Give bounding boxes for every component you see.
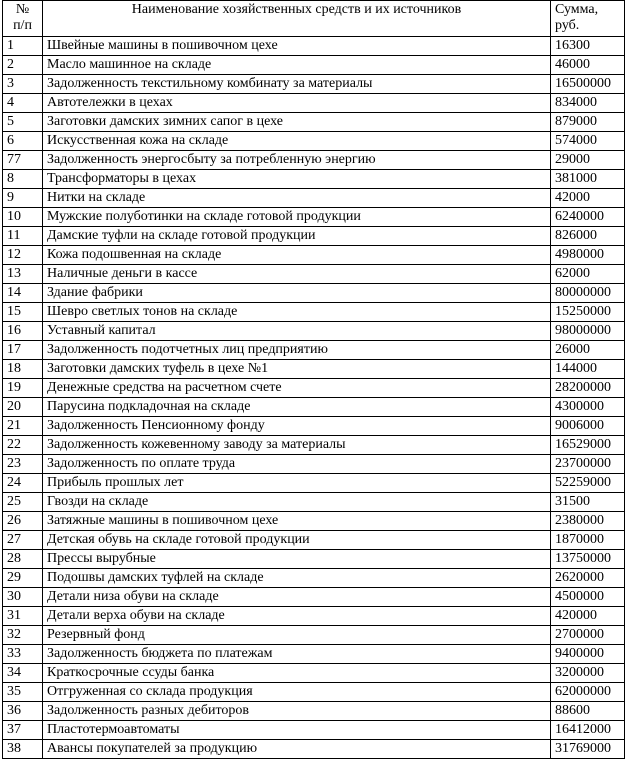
table-row <box>3 588 625 607</box>
table-row <box>3 265 625 284</box>
row-sum: 16300 <box>551 37 625 56</box>
header-name: Наименование хозяйственных средств и их источников <box>43 1 551 37</box>
row-item-name: Прессы вырубные <box>43 550 551 569</box>
header-sum-line1: Сумма, <box>555 2 599 17</box>
table-row <box>3 37 625 56</box>
row-item-name: Затяжные машины в пошивочном цехе <box>43 512 551 531</box>
row-item-name: Детали верха обуви на складе <box>43 607 551 626</box>
row-number: 4 <box>3 94 43 113</box>
table-row <box>3 607 625 626</box>
row-sum: 29000 <box>551 151 625 170</box>
row-item-name: Наличные деньги в кассе <box>43 265 551 284</box>
row-item-name: Заготовки дамских туфель в цехе №1 <box>43 360 551 379</box>
row-sum: 420000 <box>551 607 625 626</box>
row-sum: 144000 <box>551 360 625 379</box>
row-number: 31 <box>3 607 43 626</box>
table-row <box>3 740 625 759</box>
row-sum: 879000 <box>551 113 625 132</box>
header-number <box>3 1 43 37</box>
row-sum: 16412000 <box>551 721 625 740</box>
row-item-name: Резервный фонд <box>43 626 551 645</box>
table-row <box>3 360 625 379</box>
row-item-name: Прибыль прошлых лет <box>43 474 551 493</box>
table-row <box>3 512 625 531</box>
row-item-name: Масло машинное на складе <box>43 56 551 75</box>
row-item-name: Детская обувь на складе готовой продукции <box>43 531 551 550</box>
row-item-name: Отгруженная со склада продукция <box>43 683 551 702</box>
row-number: 6 <box>3 132 43 151</box>
row-item-name: Задолженность разных дебиторов <box>43 702 551 721</box>
table-row <box>3 56 625 75</box>
row-sum: 88600 <box>551 702 625 721</box>
row-item-name: Краткосрочные ссуды банка <box>43 664 551 683</box>
row-sum: 62000 <box>551 265 625 284</box>
row-sum: 574000 <box>551 132 625 151</box>
row-item-name: Задолженность текстильному комбинату за материалы <box>43 75 551 94</box>
row-number: 9 <box>3 189 43 208</box>
table-row <box>3 208 625 227</box>
row-item-name: Швейные машины в пошивочном цехе <box>43 37 551 56</box>
row-number: 2 <box>3 56 43 75</box>
row-item-name: Денежные средства на расчетном счете <box>43 379 551 398</box>
table-row <box>3 398 625 417</box>
row-sum: 4500000 <box>551 588 625 607</box>
row-sum: 80000000 <box>551 284 625 303</box>
row-sum: 42000 <box>551 189 625 208</box>
table-row <box>3 341 625 360</box>
header-row <box>3 1 625 37</box>
header-number-line2: п/п <box>13 18 32 33</box>
row-number: 34 <box>3 664 43 683</box>
table-row <box>3 702 625 721</box>
table-row <box>3 436 625 455</box>
row-sum: 16500000 <box>551 75 625 94</box>
row-sum: 31769000 <box>551 740 625 759</box>
row-item-name: Нитки на складе <box>43 189 551 208</box>
row-number: 15 <box>3 303 43 322</box>
row-sum: 98000000 <box>551 322 625 341</box>
row-number: 38 <box>3 740 43 759</box>
row-sum: 9006000 <box>551 417 625 436</box>
row-number: 16 <box>3 322 43 341</box>
row-item-name: Здание фабрики <box>43 284 551 303</box>
table-row <box>3 75 625 94</box>
row-sum: 381000 <box>551 170 625 189</box>
table-row <box>3 132 625 151</box>
row-sum: 2620000 <box>551 569 625 588</box>
table-row <box>3 113 625 132</box>
row-sum: 3200000 <box>551 664 625 683</box>
row-sum: 26000 <box>551 341 625 360</box>
table-row <box>3 455 625 474</box>
table-row <box>3 626 625 645</box>
table-row <box>3 303 625 322</box>
row-sum: 15250000 <box>551 303 625 322</box>
row-number: 14 <box>3 284 43 303</box>
table-row <box>3 189 625 208</box>
header-sum <box>551 1 625 37</box>
row-item-name: Задолженность кожевенному заводу за материалы <box>43 436 551 455</box>
table-row <box>3 531 625 550</box>
row-sum: 62000000 <box>551 683 625 702</box>
row-item-name: Кожа подошвенная на складе <box>43 246 551 265</box>
table-row <box>3 683 625 702</box>
row-sum: 28200000 <box>551 379 625 398</box>
table-row <box>3 493 625 512</box>
row-number: 20 <box>3 398 43 417</box>
table-row <box>3 151 625 170</box>
table-row <box>3 417 625 436</box>
row-number: 24 <box>3 474 43 493</box>
row-number: 18 <box>3 360 43 379</box>
row-number: 23 <box>3 455 43 474</box>
row-item-name: Задолженность энергосбыту за потребленную энергию <box>43 151 551 170</box>
row-item-name: Пластотермоавтоматы <box>43 721 551 740</box>
row-number: 36 <box>3 702 43 721</box>
row-item-name: Детали низа обуви на складе <box>43 588 551 607</box>
row-item-name: Уставный капитал <box>43 322 551 341</box>
row-item-name: Дамские туфли на складе готовой продукции <box>43 227 551 246</box>
row-item-name: Парусина подкладочная на складе <box>43 398 551 417</box>
table-row <box>3 569 625 588</box>
row-item-name: Трансформаторы в цехах <box>43 170 551 189</box>
row-sum: 4980000 <box>551 246 625 265</box>
row-sum: 46000 <box>551 56 625 75</box>
row-number: 21 <box>3 417 43 436</box>
row-sum: 826000 <box>551 227 625 246</box>
table-body <box>3 37 625 759</box>
row-number: 29 <box>3 569 43 588</box>
table-row <box>3 379 625 398</box>
table-row <box>3 474 625 493</box>
row-number: 26 <box>3 512 43 531</box>
row-number: 28 <box>3 550 43 569</box>
row-number: 27 <box>3 531 43 550</box>
row-item-name: Мужские полуботинки на складе готовой продукции <box>43 208 551 227</box>
row-sum: 52259000 <box>551 474 625 493</box>
table-row <box>3 550 625 569</box>
row-item-name: Авансы покупателей за продукцию <box>43 740 551 759</box>
table-row <box>3 227 625 246</box>
table-row <box>3 664 625 683</box>
row-item-name: Автотележки в цехах <box>43 94 551 113</box>
row-sum: 2380000 <box>551 512 625 531</box>
row-item-name: Задолженность Пенсионному фонду <box>43 417 551 436</box>
row-number: 32 <box>3 626 43 645</box>
row-sum: 834000 <box>551 94 625 113</box>
table-row <box>3 645 625 664</box>
table-row <box>3 94 625 113</box>
row-sum: 13750000 <box>551 550 625 569</box>
row-sum: 1870000 <box>551 531 625 550</box>
row-number: 3 <box>3 75 43 94</box>
row-item-name: Заготовки дамских зимних сапог в цехе <box>43 113 551 132</box>
table-row <box>3 170 625 189</box>
row-number: 25 <box>3 493 43 512</box>
table-header <box>3 1 625 37</box>
row-item-name: Шевро светлых тонов на складе <box>43 303 551 322</box>
row-number: 1 <box>3 37 43 56</box>
row-number: 10 <box>3 208 43 227</box>
row-number: 33 <box>3 645 43 664</box>
assets-table <box>2 0 625 759</box>
row-item-name: Искусственная кожа на складе <box>43 132 551 151</box>
row-number: 30 <box>3 588 43 607</box>
table-row <box>3 322 625 341</box>
assets-table-container <box>2 0 624 759</box>
row-number: 12 <box>3 246 43 265</box>
row-number: 22 <box>3 436 43 455</box>
row-sum: 16529000 <box>551 436 625 455</box>
row-number: 37 <box>3 721 43 740</box>
row-sum: 9400000 <box>551 645 625 664</box>
row-sum: 2700000 <box>551 626 625 645</box>
header-number-line1: № <box>15 2 30 17</box>
row-number: 19 <box>3 379 43 398</box>
row-number: 77 <box>3 151 43 170</box>
row-item-name: Задолженность бюджета по платежам <box>43 645 551 664</box>
row-number: 11 <box>3 227 43 246</box>
row-item-name: Задолженность по оплате труда <box>43 455 551 474</box>
row-number: 8 <box>3 170 43 189</box>
row-sum: 6240000 <box>551 208 625 227</box>
header-sum-line2: руб. <box>555 18 580 33</box>
table-row <box>3 721 625 740</box>
row-sum: 4300000 <box>551 398 625 417</box>
row-sum: 31500 <box>551 493 625 512</box>
row-item-name: Подошвы дамских туфлей на складе <box>43 569 551 588</box>
row-number: 5 <box>3 113 43 132</box>
row-number: 17 <box>3 341 43 360</box>
table-row <box>3 246 625 265</box>
row-number: 13 <box>3 265 43 284</box>
row-number: 35 <box>3 683 43 702</box>
table-row <box>3 284 625 303</box>
row-item-name: Гвозди на складе <box>43 493 551 512</box>
row-item-name: Задолженность подотчетных лиц предприятию <box>43 341 551 360</box>
row-sum: 23700000 <box>551 455 625 474</box>
